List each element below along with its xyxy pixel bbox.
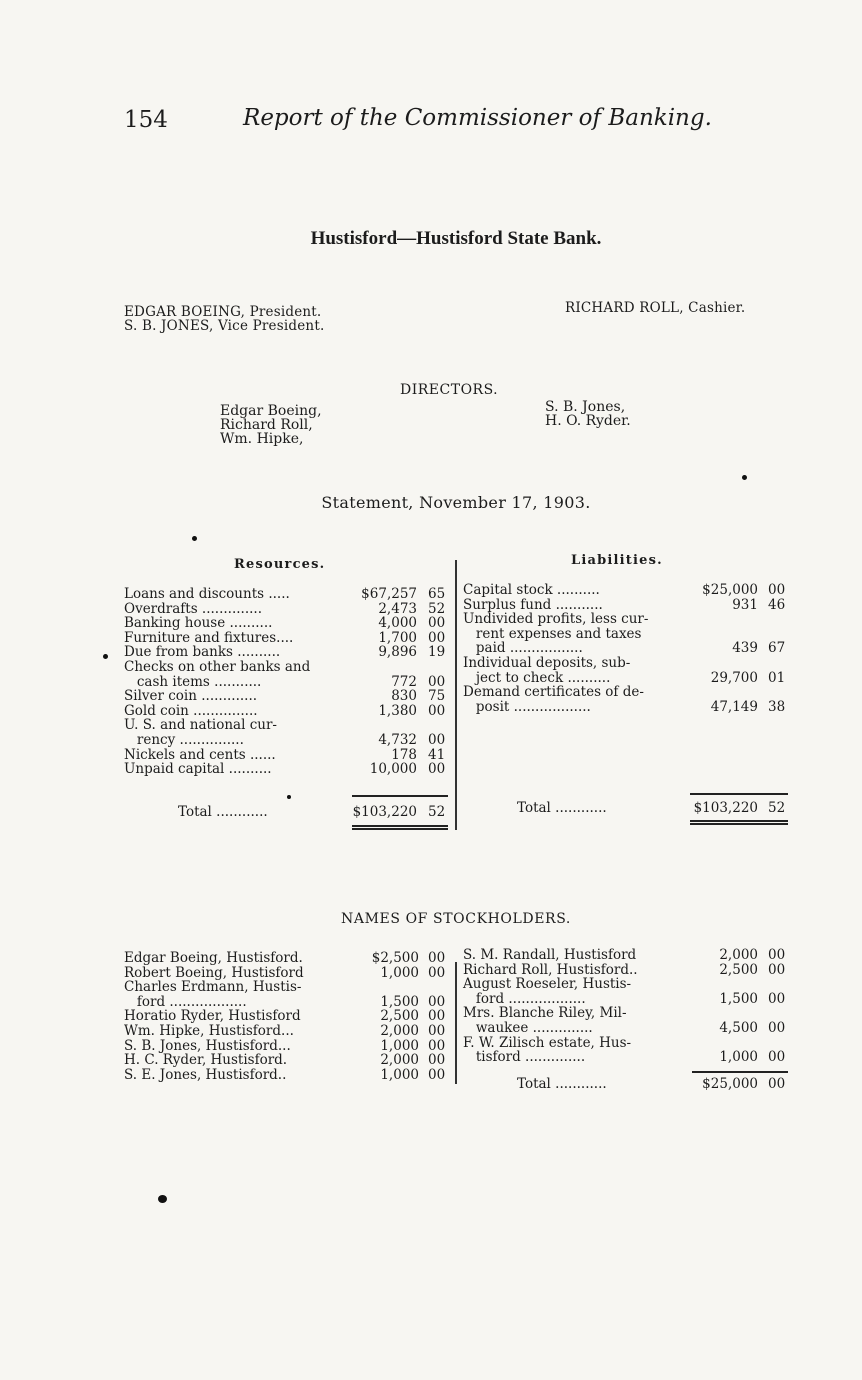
row-dollars: $67,257	[361, 586, 417, 602]
row-cents: 65	[428, 586, 446, 602]
row-dollars: 1,500	[380, 993, 419, 1010]
officer-vice-president: S. B. JONES, Vice President.	[124, 318, 325, 334]
row-label: Unpaid capital ..........	[124, 761, 272, 778]
row-cents: 00	[428, 993, 446, 1010]
print-speck	[103, 654, 108, 659]
total-double-rule	[690, 820, 788, 822]
row-label: Demand certificates of de-	[463, 684, 644, 701]
row-label: Furniture and fixtures....	[124, 629, 294, 646]
liabilities-title: Liabilities.	[571, 553, 663, 568]
row-dollars: 1,000	[719, 1049, 758, 1066]
stockholder-row	[0, 977, 862, 992]
row-label: posit ..................	[463, 698, 591, 715]
page-number: 154	[124, 107, 168, 133]
director-name: Wm. Hipke,	[220, 431, 304, 447]
row-label: waukee ..............	[463, 1020, 593, 1036]
row-label: ject to check ..........	[463, 669, 611, 686]
row-cents: 00	[428, 1037, 446, 1054]
officer-president: EDGAR BOEING, President.	[124, 304, 322, 320]
row-dollars: 4,500	[719, 1020, 758, 1036]
row-label: Charles Erdmann, Hustis-	[124, 979, 302, 996]
row-label: Overdrafts ..............	[124, 600, 262, 617]
row-label: U. S. and national cur-	[124, 717, 277, 734]
total-cents: 52	[428, 804, 446, 820]
row-dollars: 830	[391, 688, 417, 705]
row-label: Capital stock ..........	[463, 582, 600, 598]
row-dollars: 2,500	[719, 961, 758, 978]
total-dollars: $103,220	[352, 804, 417, 820]
row-dollars: 9,896	[378, 644, 417, 661]
row-label: Richard Roll, Hustisford..	[463, 961, 638, 978]
row-dollars: 1,000	[380, 1037, 419, 1054]
row-dollars: 2,000	[719, 947, 758, 963]
total-dollars: $103,220	[693, 800, 758, 816]
row-cents: 00	[428, 702, 446, 719]
liability-row	[0, 671, 862, 686]
statement-title: Statement, November 17, 1903.	[321, 493, 591, 512]
total-rule	[692, 1071, 788, 1073]
total-double-rule	[690, 823, 788, 825]
row-label: rent expenses and taxes	[463, 625, 642, 642]
director-name: Richard Roll,	[220, 417, 313, 433]
row-cents: 00	[428, 615, 446, 632]
stockholder-row	[0, 948, 862, 963]
row-label: F. W. Zilisch estate, Hus-	[463, 1034, 632, 1051]
row-cents: 00	[768, 990, 786, 1007]
row-label: S. B. Jones, Hustisford...	[124, 1037, 291, 1054]
row-cents: 00	[428, 950, 446, 966]
row-label: paid .................	[463, 640, 583, 657]
row-dollars: 29,700	[710, 669, 758, 686]
director-name: H. O. Ryder.	[545, 413, 631, 429]
row-cents: 38	[768, 698, 786, 715]
row-dollars: 1,380	[378, 702, 417, 719]
resource-row	[0, 762, 862, 777]
officer-cashier: RICHARD ROLL, Cashier.	[565, 300, 746, 316]
row-cents: 00	[428, 761, 446, 778]
row-dollars: 1,500	[719, 990, 758, 1007]
row-dollars: $25,000	[702, 582, 758, 598]
total-rule	[352, 795, 448, 797]
print-speck	[287, 795, 291, 799]
row-dollars: 4,732	[378, 732, 417, 748]
row-dollars: 1,000	[380, 1066, 419, 1083]
row-dollars: 4,000	[378, 615, 417, 632]
director-name: S. B. Jones,	[545, 399, 626, 415]
liability-row	[0, 700, 862, 715]
row-label: H. C. Ryder, Hustisford.	[124, 1052, 288, 1069]
row-label: cash items ...........	[124, 673, 262, 690]
stockholder-row	[0, 1006, 862, 1021]
row-dollars: 10,000	[369, 761, 417, 778]
row-label: S. E. Jones, Hustisford..	[124, 1066, 287, 1083]
row-cents: 46	[768, 596, 786, 613]
row-dollars: 2,500	[380, 1008, 419, 1025]
bank-title: Hustisford—Hustisford State Bank.	[310, 228, 602, 249]
row-cents: 41	[428, 746, 446, 763]
row-dollars: $2,500	[371, 950, 419, 966]
row-label: Edgar Boeing, Hustisford.	[124, 950, 303, 966]
row-label: Silver coin .............	[124, 688, 258, 705]
liability-row	[0, 641, 862, 656]
stockholder-row	[0, 1050, 862, 1065]
row-dollars: 1,700	[378, 629, 417, 646]
row-label: Individual deposits, sub-	[463, 655, 631, 671]
total-cents: 52	[768, 800, 786, 816]
row-cents: 00	[428, 1052, 446, 1069]
row-cents: 00	[768, 947, 786, 963]
row-dollars: 1,000	[380, 964, 419, 981]
row-cents: 00	[428, 1008, 446, 1025]
row-cents: 52	[428, 600, 446, 617]
row-label: ford ..................	[124, 993, 247, 1010]
stockholder-row	[0, 1021, 862, 1036]
row-cents: 19	[428, 644, 446, 661]
liability-row	[0, 685, 862, 700]
stockholders-title: NAMES OF STOCKHOLDERS.	[341, 911, 571, 927]
row-dollars: 931	[732, 596, 758, 613]
row-label: Horatio Ryder, Hustisford	[124, 1008, 301, 1025]
row-cents: 67	[768, 640, 786, 657]
row-cents: 00	[428, 732, 446, 748]
row-label: Robert Boeing, Hustisford	[124, 964, 304, 981]
row-label: Checks on other banks and	[124, 659, 311, 675]
row-label: Wm. Hipke, Hustisford...	[124, 1023, 294, 1039]
row-label: S. M. Randall, Hustisford	[463, 947, 637, 963]
row-dollars: 439	[732, 640, 758, 657]
row-cents: 00	[428, 1023, 446, 1039]
total-dollars: $25,000	[702, 1076, 758, 1092]
total-row	[0, 801, 862, 816]
row-cents: 00	[768, 961, 786, 978]
liability-row	[0, 598, 862, 613]
total-cents: 00	[768, 1076, 786, 1092]
stockholder-row	[0, 1036, 862, 1051]
row-dollars: 2,000	[380, 1052, 419, 1069]
print-speck	[158, 1195, 167, 1203]
total-double-rule	[352, 825, 448, 827]
resource-row	[0, 718, 862, 733]
row-label: rency ...............	[124, 732, 244, 748]
row-cents: 00	[428, 964, 446, 981]
row-label: Undivided profits, less cur-	[463, 611, 649, 628]
row-dollars: 2,000	[380, 1023, 419, 1039]
print-speck	[742, 475, 747, 480]
resources-title: Resources.	[234, 557, 326, 572]
row-cents: 00	[428, 673, 446, 690]
total-label: Total ............	[178, 804, 268, 820]
row-cents: 01	[768, 669, 786, 686]
running-head: Report of the Commissioner of Banking.	[243, 105, 712, 131]
row-label: Gold coin ...............	[124, 702, 258, 719]
resource-row	[0, 748, 862, 763]
row-label: Nickels and cents ......	[124, 746, 276, 763]
row-cents: 00	[768, 582, 786, 598]
row-label: Due from banks ..........	[124, 644, 281, 661]
liability-row	[0, 627, 862, 642]
row-label: ford ..................	[463, 990, 586, 1007]
resource-row	[0, 733, 862, 748]
row-cents: 00	[768, 1020, 786, 1036]
total-label: Total ............	[517, 1076, 607, 1092]
directors-title: DIRECTORS.	[400, 382, 499, 398]
row-label: August Roeseler, Hustis-	[463, 976, 632, 993]
row-dollars: 2,473	[378, 600, 417, 617]
liability-row	[0, 656, 862, 671]
row-dollars: 178	[391, 746, 417, 763]
row-label: Mrs. Blanche Riley, Mil-	[463, 1005, 627, 1022]
liability-row	[0, 583, 862, 598]
stockholder-row	[0, 963, 862, 978]
print-speck	[192, 536, 197, 541]
director-name: Edgar Boeing,	[220, 403, 322, 419]
row-dollars: 47,149	[710, 698, 758, 715]
total-label: Total ............	[517, 800, 607, 816]
row-cents: 75	[428, 688, 446, 705]
row-cents: 00	[428, 629, 446, 646]
row-label: tisford ..............	[463, 1049, 586, 1066]
stockholder-row	[0, 992, 862, 1007]
row-label: Loans and discounts .....	[124, 586, 290, 602]
row-cents: 00	[428, 1066, 446, 1083]
liability-row	[0, 612, 862, 627]
row-dollars: 772	[391, 673, 417, 690]
total-double-rule	[352, 828, 448, 830]
row-label: Banking house ..........	[124, 615, 273, 632]
total-rule	[690, 793, 788, 795]
row-cents: 00	[768, 1049, 786, 1066]
total-row	[0, 1077, 862, 1092]
row-label: Surplus fund ...........	[463, 596, 603, 613]
